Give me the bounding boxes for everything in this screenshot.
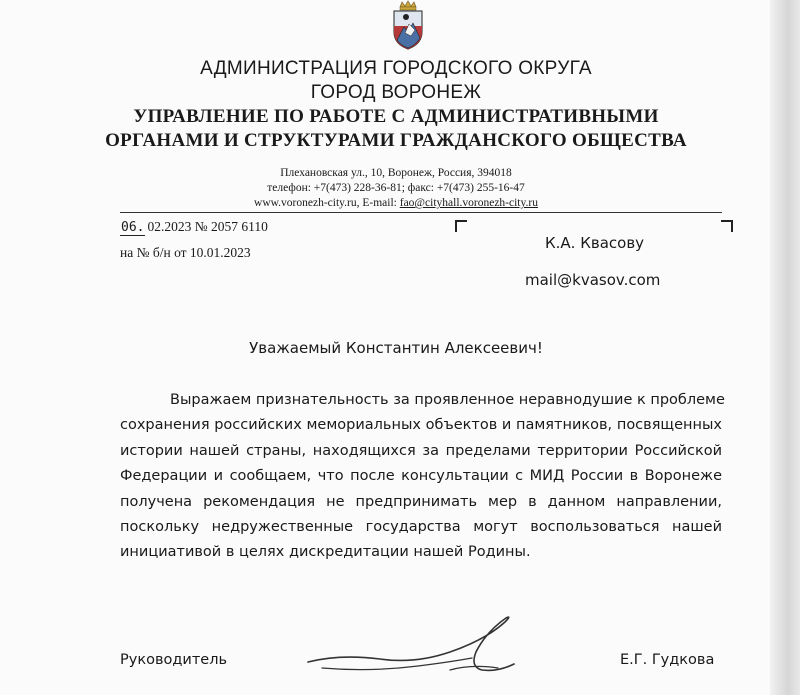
registration-date-number: [120, 219, 268, 235]
letterhead-phones: телефон: +7(473) 228-36-81; факс: +7(473) 255-16-47: [267, 182, 525, 194]
body-line: истории нашей страны, находящихся за пределами территории Российской: [120, 442, 722, 459]
administration-title-line2: ГОРОД ВОРОНЕЖ: [310, 82, 482, 103]
addressee-name: К.А. Квасову: [545, 234, 645, 252]
city-coat-of-arms-icon: [389, 0, 427, 50]
address-corner-mark-right: [721, 220, 733, 232]
letterhead-divider: [120, 212, 722, 213]
administration-title-line1: АДМИНИСТРАЦИЯ ГОРОДСКОГО ОКРУГА: [200, 58, 592, 79]
letterhead-website: www.voronezh-city.ru, E-mail:: [254, 197, 400, 209]
letterhead-email-link[interactable]: fao@cityhall.voronezh-city.ru: [399, 197, 538, 209]
registration-date-rest: 02.2023 № 2057 6110: [147, 219, 268, 234]
body-line: инициативой в целях дискредитации нашей Родины.: [120, 544, 531, 561]
registration-reference: на № б/н от 10.01.2023: [120, 245, 251, 260]
body-line: поскольку недружественные государства могут воспользоваться нашей: [120, 519, 722, 536]
body-line: получена рекомендация не предпринимать мер в данном направлении,: [120, 493, 722, 510]
letterhead-address: Плехановская ул., 10, Воронеж, Россия, 394018: [280, 167, 512, 179]
department-title-line1: УПРАВЛЕНИЕ ПО РАБОТЕ С АДМИНИСТРАТИВНЫМИ: [133, 106, 659, 127]
handwritten-signature: [300, 612, 530, 684]
signatory-name: Е.Г. Гудкова: [620, 652, 715, 668]
addressee-email: mail@kvasov.com: [525, 271, 661, 289]
letterhead-web-email: [0, 197, 792, 209]
department-title-line2: ОРГАНАМИ И СТРУКТУРАМИ ГРАЖДАНСКОГО ОБЩЕСТВА: [105, 130, 687, 151]
body-line: сохранения российских мемориальных объектов и памятников, посвященных: [120, 417, 722, 434]
signatory-title: Руководитель: [120, 652, 228, 668]
address-corner-mark-left: [455, 220, 467, 232]
page-edge-shadow: [770, 0, 800, 695]
body-line: Федерации и сообщаем, что после консультации с МИД России в Воронеже: [120, 468, 722, 485]
registration-day: 06.: [121, 220, 145, 235]
body-line: Выражаем признательность за проявленное неравнодушие к проблеме: [170, 392, 725, 408]
letter-body: [120, 388, 725, 566]
salutation: Уважаемый Константин Алексеевич!: [249, 339, 543, 357]
